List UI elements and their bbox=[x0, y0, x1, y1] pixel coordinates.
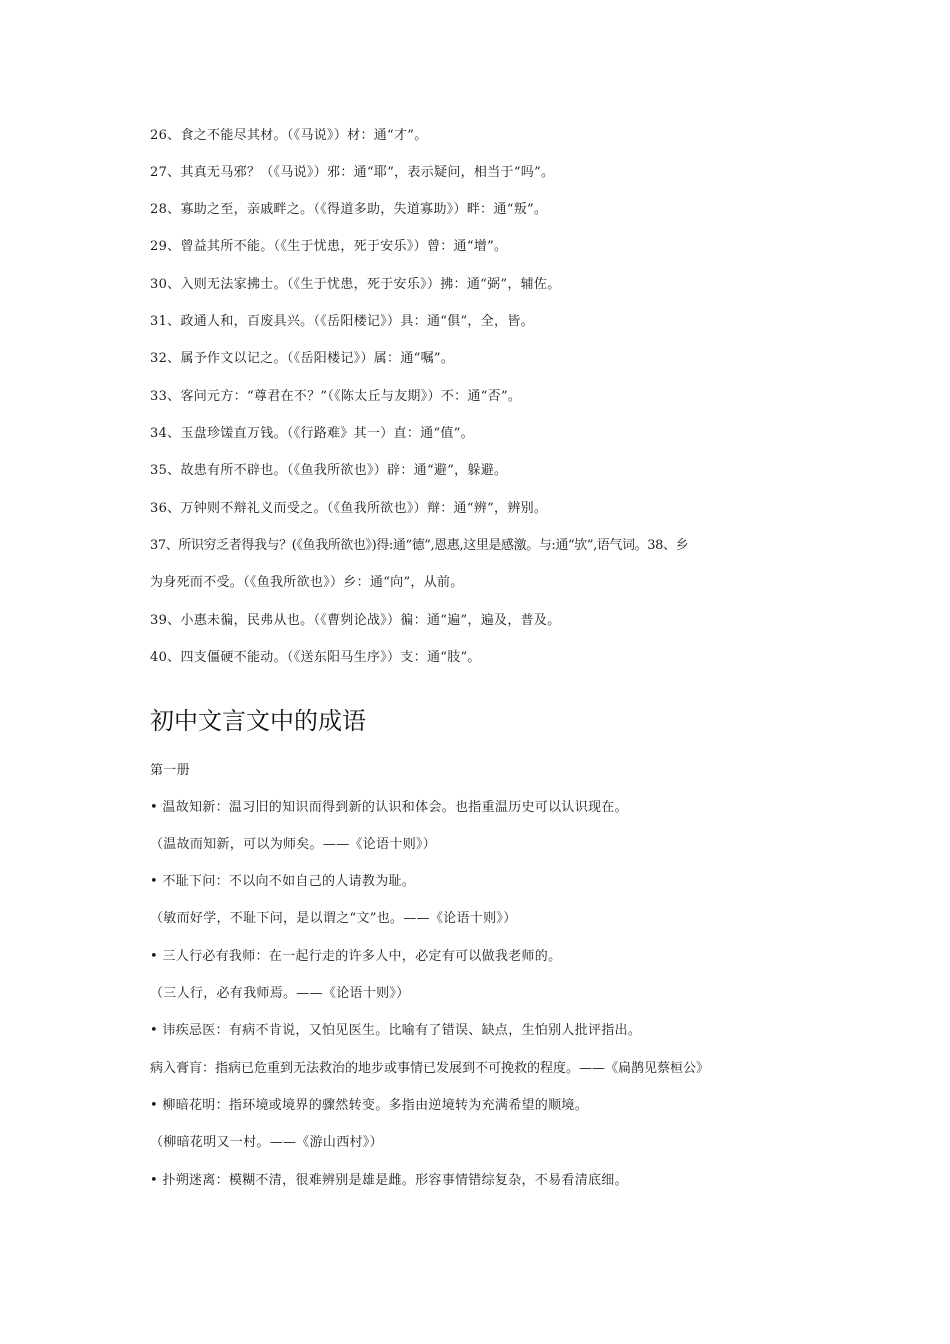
idiom-source: （三人行，必有我师焉。——《论语十则》） bbox=[150, 986, 410, 1001]
idiom-entry: • 温故知新：温习旧的知识而得到新的认识和体会。也指重温历史可以认识现在。 bbox=[150, 800, 628, 815]
volume-label: 第一册 bbox=[150, 763, 190, 778]
tongjia-item-28: 28、寡助之至，亲戚畔之。（《得道多助，失道寡助》）畔：通“叛”。 bbox=[150, 202, 548, 217]
idiom-source: （温故而知新，可以为师矣。——《论语十则》） bbox=[150, 837, 437, 852]
tongjia-item-39: 39、小惠未徧，民弗从也。（《曹刿论战》）徧：通“遍”，遍及，普及。 bbox=[150, 613, 561, 628]
tongjia-item-26: 26、食之不能尽其材。（《马说》）材：通“才”。 bbox=[150, 128, 428, 143]
idiom-entry: • 不耻下问：不以向不如自己的人请教为耻。 bbox=[150, 874, 416, 889]
section-heading: 初中文言文中的成语 bbox=[150, 707, 366, 735]
tongjia-item-32: 32、属予作文以记之。（《岳阳楼记》）属：通“嘱”。 bbox=[150, 351, 455, 366]
idiom-source: （敏而好学，不耻下问，是以谓之“文”也。——《论语十则》） bbox=[150, 911, 517, 926]
idiom-entry: • 讳疾忌医：有病不肯说，又怕见医生。比喻有了错误、缺点，生怕别人批评指出。 bbox=[150, 1023, 642, 1038]
idiom-entry: • 三人行必有我师：在一起行走的许多人中，必定有可以做我老师的。 bbox=[150, 949, 562, 964]
tongjia-item-29: 29、曾益其所不能。（《生于忧患，死于安乐》）曾：通“增”。 bbox=[150, 239, 508, 254]
tongjia-item-31: 31、政通人和，百废具兴。（《岳阳楼记》）具：通“俱”，全，皆。 bbox=[150, 314, 534, 329]
tongjia-item-37: 37、所识穷乏者得我与？(《鱼我所欲也》)得:通“德”,恩惠,这里是感激。与:通“欤”,语气词。38、乡 bbox=[150, 538, 689, 553]
tongjia-item-38-cont: 为身死而不受。（《鱼我所欲也》）乡：通“向”，从前。 bbox=[150, 575, 464, 590]
tongjia-item-33: 33、客问元方：“尊君在不？”（《陈太丘与友期》）不：通“否”。 bbox=[150, 389, 522, 404]
tongjia-item-34: 34、玉盘珍馐直万钱。（《行路难》其一）直：通“值”。 bbox=[150, 426, 474, 441]
tongjia-item-40: 40、四支僵硬不能动。（《送东阳马生序》）支：通“肢”。 bbox=[150, 650, 481, 665]
tongjia-item-36: 36、万钟则不辩礼义而受之。（《鱼我所欲也》）辩：通“辨”，辨别。 bbox=[150, 501, 548, 516]
idiom-entry: • 扑朔迷离：模糊不清，很难辨别是雄是雌。形容事情错综复杂，不易看清底细。 bbox=[150, 1173, 628, 1188]
tongjia-item-35: 35、故患有所不辟也。（《鱼我所欲也》）辟：通“避”，躲避。 bbox=[150, 463, 508, 478]
tongjia-item-30: 30、入则无法家拂士。（《生于忧患，死于安乐》）拂：通“弼”，辅佐。 bbox=[150, 277, 561, 292]
idiom-entry: • 柳暗花明：指环境或境界的骤然转变。多指由逆境转为充满希望的顺境。 bbox=[150, 1098, 589, 1113]
idiom-source: （柳暗花明又一村。——《游山西村》） bbox=[150, 1135, 383, 1150]
tongjia-item-27: 27、其真无马邪？（《马说》）邪：通“耶”，表示疑问，相当于“吗”。 bbox=[150, 165, 555, 180]
idiom-entry: 病入膏肓：指病已危重到无法救治的地步或事情已发展到不可挽救的程度。——《扁鹊见蔡桓公》 bbox=[150, 1061, 710, 1076]
